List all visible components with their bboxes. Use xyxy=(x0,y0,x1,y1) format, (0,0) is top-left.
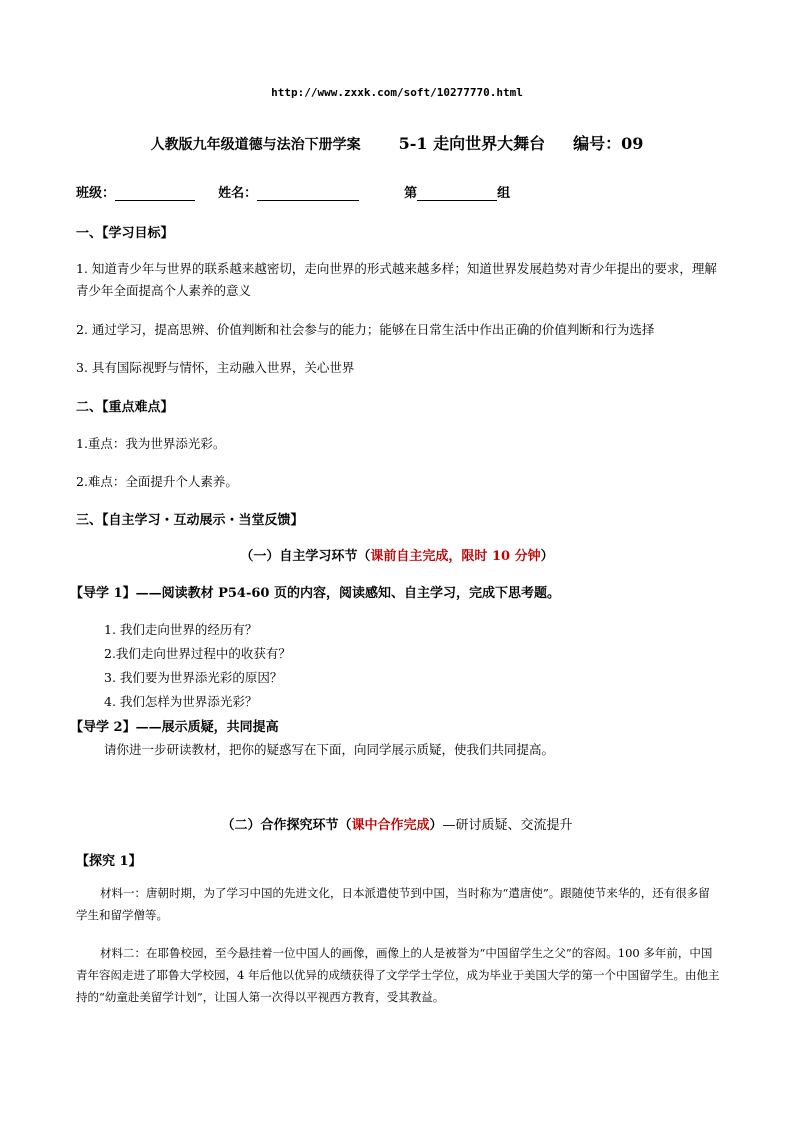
difficult-point: 2.难点：全面提升个人素养。 xyxy=(76,474,238,489)
title-series: 人教版九年级道德与法治下册学案 xyxy=(150,137,361,153)
group-blank[interactable] xyxy=(417,186,497,201)
class-blank[interactable] xyxy=(115,186,195,201)
objective-2: 2. 通过学习，提高思辨、价值判断和社会参与的能力；能够在日常生活中作出正确的价值判断和行为选择 xyxy=(76,322,655,337)
section3-heading: 三、【自主学习・互动展示・当堂反馈】 xyxy=(76,513,304,528)
section2-heading: 二、【重点难点】 xyxy=(76,400,174,415)
subsection2-note: 课中合作完成 xyxy=(351,818,430,833)
question-4: 4. 我们怎样为世界添光彩？ xyxy=(104,694,258,709)
subsection2-title: （二）合作探究环节（课中合作完成）—研讨质疑、交流提升 xyxy=(221,818,573,833)
group-prefix: 第 xyxy=(404,186,418,201)
guide2: 【导学 2】——展示质疑，共同提高 xyxy=(70,720,279,735)
source-url[interactable]: http://www.zxxk.com/soft/10277770.html xyxy=(271,86,523,99)
page-title xyxy=(0,131,794,154)
question-1: 1. 我们走向世界的经历有？ xyxy=(104,622,258,637)
question-2: 2.我们走向世界过程中的收获有？ xyxy=(104,646,291,661)
objective-1: 1. 知道青少年与世界的联系越来越密切，走向世界的形式越来越多样；知道世界发展趋势对青少年提出的要求，理解青少年全面提高个人素养的意义 xyxy=(76,261,717,298)
title-number: 编号：09 xyxy=(573,134,644,153)
subsection1-time-note: 课前自主完成，限时 10 分钟 xyxy=(370,549,541,564)
material-2: 材料二：在耶鲁校园，至今悬挂着一位中国人的画像，画像上的人是被誉为“中国留学生之父”的容闳。100 多年前，中国青年容闳走进了耶鲁大学校园，4 年后他以优异的成绩获得了文学学士学位，成为毕业于美国大学的第一个中国留学生。由他主持的“幼童赴美留学计划”，让国人第一次得以平视西方教育，受其教益。 xyxy=(76,946,720,1004)
name-label: 姓名： xyxy=(218,186,258,201)
class-label: 班级： xyxy=(76,186,116,201)
student-info-row xyxy=(76,182,510,201)
guide2-text: 请你进一步研读教材，把你的疑惑写在下面，向同学展示质疑，使我们共同提高。 xyxy=(104,742,555,757)
guide1: 【导学 1】——阅读教材 P54-60 页的内容，阅读感知、自主学习，完成下思考题。 xyxy=(70,586,560,601)
key-point: 1.重点：我为世界添光彩。 xyxy=(76,436,226,451)
material-1: 材料一：唐朝时期，为了学习中国的先进文化，日本派遣使节到中国，当时称为“遣唐使”。跟随使节来华的，还有很多留学生和留学僧等。 xyxy=(76,886,710,922)
group-suffix: 组 xyxy=(497,186,511,201)
subsection1-title: （一）自主学习环节（课前自主完成，限时 10 分钟） xyxy=(240,549,554,564)
title-lesson: 5-1 走向世界大舞台 xyxy=(398,134,546,153)
section1-heading: 一、【学习目标】 xyxy=(76,226,174,241)
question-3: 3. 我们要为世界添光彩的原因？ xyxy=(104,670,283,685)
name-blank[interactable] xyxy=(257,186,359,201)
explore1-heading: 【探究 1】 xyxy=(76,854,142,869)
objective-3: 3. 具有国际视野与情怀，主动融入世界，关心世界 xyxy=(76,360,355,375)
